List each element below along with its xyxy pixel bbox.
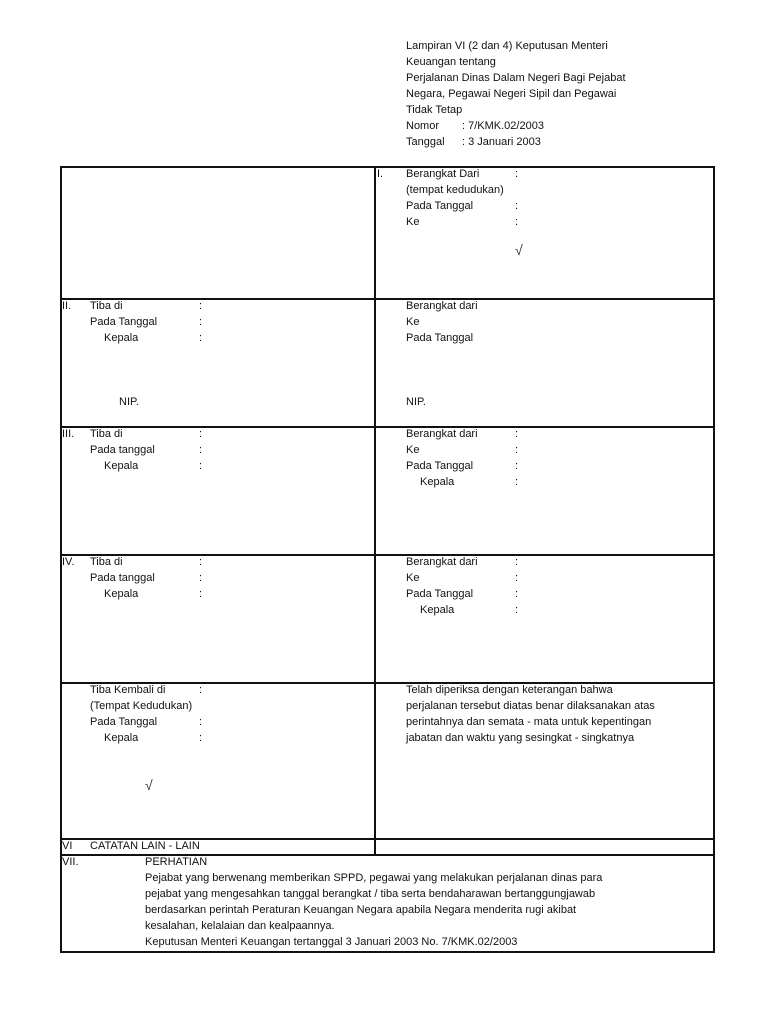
statement-line: jabatan dan waktu yang sesingkat - singkatnya [406,732,635,744]
pada-tanggal-label: Pada Tanggal [406,200,474,212]
colon: : [199,428,203,440]
colon: : [199,588,203,600]
colon: : [199,300,203,312]
row-divider [60,298,715,300]
pada-tanggal-label: Pada Tanggal [90,716,158,728]
notice-line: kesalahan, kelalaian dan kealpaannya. [145,920,335,932]
statement-line: perjalanan tersebut diatas benar dilaksanakan atas [406,700,655,712]
colon: : [199,684,203,696]
tanggal-label: Tanggal [406,136,445,148]
colon: : [199,732,203,744]
colon: : [199,316,203,328]
statement-line: Telah diperiksa dengan keterangan bahwa [406,684,613,696]
tiba-di-label: Tiba di [90,428,123,440]
pada-tanggal-label: Pada tanggal [90,572,155,584]
nomor-value: : 7/KMK.02/2003 [462,120,544,132]
row-divider [60,554,715,556]
tiba-kembali-label: Tiba Kembali di [90,684,166,696]
pada-tanggal-label: Pada Tanggal [406,332,474,344]
header-line: Perjalanan Dinas Dalam Negeri Bagi Pejabat [406,72,626,84]
berangkat-dari-label: Berangkat Dari [406,168,480,180]
colon: : [515,216,519,228]
pada-tanggal-label: Pada Tanggal [406,460,474,472]
section-numeral: II. [62,300,72,312]
kepala-label: Kepala [104,460,139,472]
table-border-bottom [60,951,715,953]
tempat-kedudukan-label: (tempat kedudukan) [406,184,504,196]
berangkat-dari-label: Berangkat dari [406,428,478,440]
colon: : [515,200,519,212]
colon: : [199,460,203,472]
colon: : [199,556,203,568]
colon: : [515,604,519,616]
header-line: Negara, Pegawai Negeri Sipil dan Pegawai [406,88,617,100]
section-numeral: IV. [62,556,75,568]
nip-label: NIP. [119,396,139,408]
nomor-label: Nomor [406,120,440,132]
kepala-label: Kepala [104,332,139,344]
tiba-di-label: Tiba di [90,556,123,568]
berangkat-dari-label: Berangkat dari [406,556,478,568]
ke-label: Ke [406,216,420,228]
pada-tanggal-label: Pada tanggal [90,444,155,456]
colon: : [515,444,519,456]
colon: : [515,428,519,440]
tanggal-value: : 3 Januari 2003 [462,136,541,148]
ke-label: Ke [406,316,420,328]
catatan-label: CATATAN LAIN - LAIN [90,840,200,852]
section-numeral: I. [377,168,384,180]
header-line: Tidak Tetap [406,104,463,116]
colon: : [515,460,519,472]
table-border-right [713,166,715,953]
colon: : [515,556,519,568]
berangkat-dari-label: Berangkat dari [406,300,478,312]
section-numeral: VI [62,840,73,852]
notice-line: pejabat yang mengesahkan tanggal berangkat / tiba serta bendaharawan bertanggungjawab [145,888,596,900]
kepala-label: Kepala [104,588,139,600]
colon: : [515,572,519,584]
nip-label: NIP. [406,396,426,408]
colon: : [199,444,203,456]
check-mark-icon: √ [145,777,153,793]
pada-tanggal-label: Pada Tanggal [406,588,474,600]
notice-line: Pejabat yang berwenang memberikan SPPD, pegawai yang melakukan perjalanan dinas para [145,872,603,884]
row-divider [60,426,715,428]
header-line: Keuangan tentang [406,56,496,68]
header-line: Lampiran VI (2 dan 4) Keputusan Menteri [406,40,608,52]
colon: : [199,332,203,344]
pada-tanggal-label: Pada Tanggal [90,316,158,328]
colon: : [199,716,203,728]
column-divider [374,166,376,855]
perhatian-title: PERHATIAN [145,856,208,868]
section-numeral: III. [62,428,75,440]
tempat-kedudukan-label: (Tempat Kedudukan) [90,700,193,712]
colon: : [515,168,519,180]
notice-line: Keputusan Menteri Keuangan tertanggal 3 Januari 2003 No. 7/KMK.02/2003 [145,936,518,948]
table-border-top [60,166,715,168]
section-numeral: VII. [62,856,79,868]
kepala-label: Kepala [104,732,139,744]
tiba-di-label: Tiba di [90,300,123,312]
colon: : [515,476,519,488]
colon: : [199,572,203,584]
colon: : [515,588,519,600]
kepala-label: Kepala [420,604,455,616]
ke-label: Ke [406,444,420,456]
statement-line: perintahnya dan semata - mata untuk kepentingan [406,716,652,728]
check-mark-icon: √ [515,242,523,258]
notice-line: berdasarkan perintah Peraturan Keuangan Negara apabila Negara menderita rugi akibat [145,904,577,916]
kepala-label: Kepala [420,476,455,488]
ke-label: Ke [406,572,420,584]
